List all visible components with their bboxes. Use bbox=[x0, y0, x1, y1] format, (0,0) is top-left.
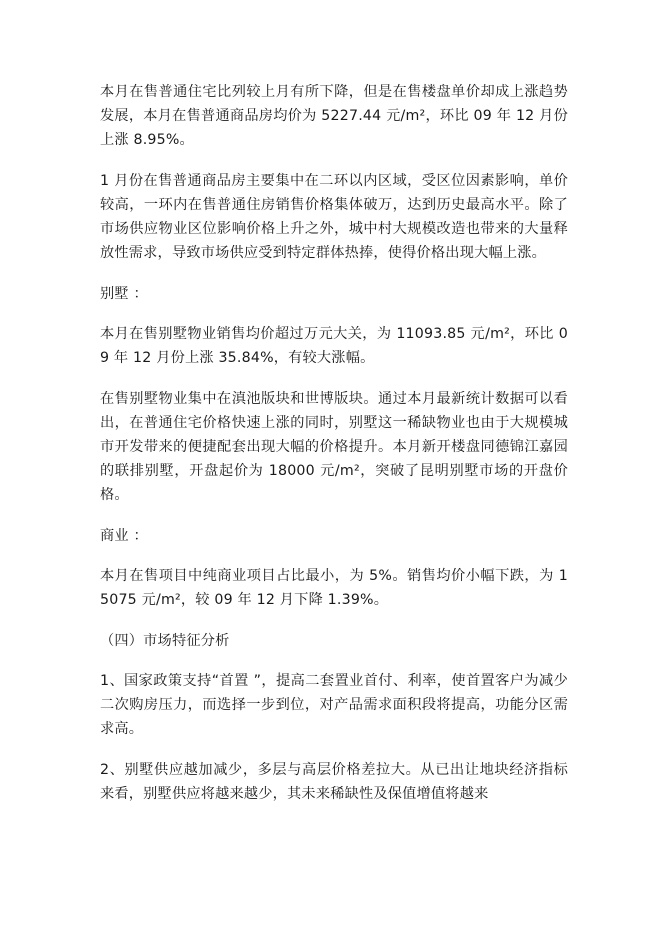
document-page bbox=[100, 80, 568, 823]
paragraph-villa-price: 本月在售别墅物业销售均价超过万元大关，为 11093.85 元/m²，环比 09 年 12 月份上涨 35.84%，有较大涨幅。 bbox=[100, 326, 568, 366]
paragraph-ordinary-housing-price: 本月在售普通住宅比列较上月有所下降，但是在售楼盘单价却成上涨趋势发展，本月在售普通商品房均价为 5227.44 元/m²，环比 09 年 12 月份上涨 8.95%。 bbox=[100, 84, 568, 148]
section-heading-commercial: 商业 ： bbox=[100, 528, 148, 544]
section-heading-villa: 别墅 ： bbox=[100, 286, 148, 302]
paragraph-ordinary-housing-location: 1 月份在售普通商品房主要集中在二环以内区域，受区位因素影响，单价较高，一环内在售普通住房销售价格集体破万，达到历史最高水平。除了市场供应物业区位影响价格上升之外，城中村大规模改造也带来的大量释放性需求，导致市场供应受到特定群体热捧，使得价格出现大幅上涨。 bbox=[100, 173, 568, 261]
paragraph-villa-supply-analysis: 2、别墅供应越加减少，多层与高层价格差拉大。从已出让地块经济指标来看，别墅供应将越来越少，其未来稀缺性及保值增值将越来 bbox=[100, 762, 568, 802]
section-heading-market-analysis: （四）市场特征分析 bbox=[100, 633, 230, 649]
paragraph-commercial-price: 本月在售项目中纯商业项目占比最小，为 5%。销售均价小幅下跌，为 15075 元/m²，较 09 年 12 月下降 1.39%。 bbox=[100, 568, 568, 608]
paragraph-villa-location: 在售别墅物业集中在滇池版块和世博版块。通过本月最新统计数据可以看出，在普通住宅价格快速上涨的同时，别墅这一稀缺物业也由于大规模城市开发带来的便捷配套出现大幅的价格提升。本月新开楼盘同德锦江嘉园的联排别墅，开盘起价为 18000 元/m²，突破了昆明别墅市场的开盘价格。 bbox=[100, 391, 568, 503]
paragraph-policy-analysis: 1、国家政策支持“首置 ”，提高二套置业首付、利率，使首置客户为减少二次购房压力，而选择一步到位，对产品需求面积段将提高，功能分区需求高。 bbox=[100, 673, 568, 737]
